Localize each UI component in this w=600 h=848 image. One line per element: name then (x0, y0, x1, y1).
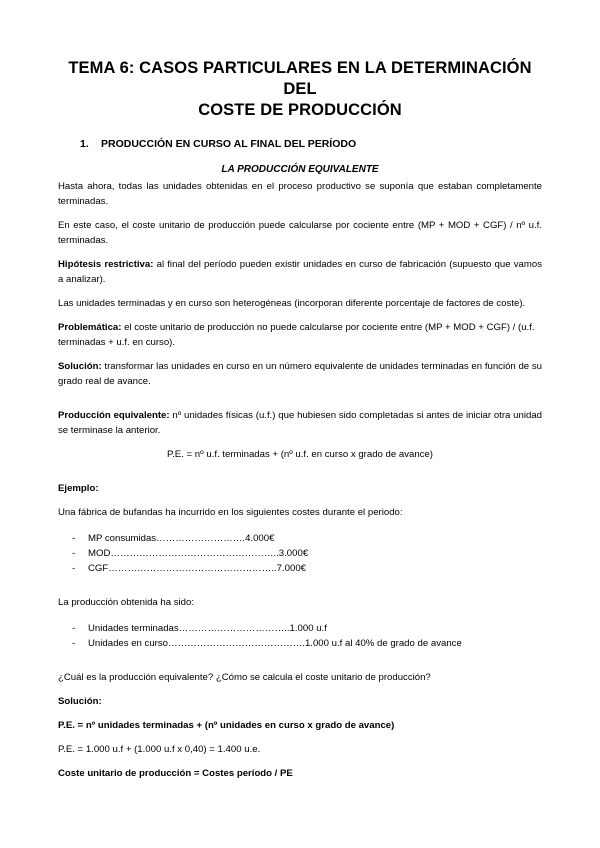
paragraph-hypothesis (58, 257, 542, 287)
cost-list (72, 531, 542, 576)
dash-bullet: - (72, 533, 76, 544)
cost-item-text: MOD……………………………………………..3.000€ (88, 548, 309, 559)
list-item (72, 546, 542, 561)
example-heading (58, 481, 542, 496)
cost-item-text: CGF……………………………………………..7.000€ (88, 563, 307, 574)
problem-text: el coste unitario de producción no puede calcularse por cociente entre (MP + MOD + CGF) / (u.f. terminadas + u.f. en curso). (58, 322, 535, 348)
example-intro: Una fábrica de bufandas ha incurrido en los siguientes costes durante el periodo: (58, 507, 403, 518)
dash-bullet: - (72, 548, 76, 559)
paragraph-solution (58, 359, 542, 389)
list-item (72, 531, 542, 546)
list-item (72, 621, 542, 636)
unit-cost-formula (58, 766, 542, 781)
solution-heading-label: Solución: (58, 696, 102, 707)
equivalent-production-label: Producción equivalente: (58, 410, 170, 421)
list-item (72, 636, 542, 651)
example-label: Ejemplo: (58, 483, 99, 494)
paragraph-equivalent-production (58, 408, 542, 438)
solution-calculation: P.E. = 1.000 u.f + (1.000 u.f x 0,40) = 1.400 u.e. (58, 744, 261, 755)
solution-formula-text: P.E. = nº unidades terminadas + (nº unidades en curso x grado de avance) (58, 720, 395, 731)
paragraph-case: En este caso, el coste unitario de producción puede calcularse por cociente entre (MP + MOD + CGF) / nº u.f. terminadas. (58, 220, 542, 246)
production-item-text: Unidades en curso…………………………………….1.000 u.f al 40% de grado de avance (88, 638, 462, 649)
solution-label: Solución: (58, 361, 102, 372)
dash-bullet: - (72, 623, 76, 634)
dash-bullet: - (72, 563, 76, 574)
paragraph-problem (58, 320, 542, 350)
problem-label: Problemática: (58, 322, 122, 333)
list-item (72, 561, 542, 576)
subsection-title: LA PRODUCCIÓN EQUIVALENTE (221, 164, 379, 175)
solution-formula (58, 718, 542, 733)
title-line-2: COSTE DE PRODUCCIÓN (198, 101, 402, 119)
section-heading (80, 138, 542, 150)
production-intro: La producción obtenida ha sido: (58, 597, 195, 608)
solution-heading (58, 694, 542, 709)
hypothesis-text: al final del período pueden existir unidades en curso de fabricación (supuesto que vamos a analizar). (58, 259, 542, 285)
hypothesis-label: Hipótesis restrictiva: (58, 259, 154, 270)
paragraph-heterogeneous: Las unidades terminadas y en curso son heterogéneas (incorporan diferente porcentaje de factores de coste). (58, 298, 526, 309)
example-question: ¿Cuál es la producción equivalente? ¿Cómo se calcula el coste unitario de producción? (58, 672, 431, 683)
section-number: 1. (80, 138, 89, 150)
dash-bullet: - (72, 638, 76, 649)
paragraph-intro: Hasta ahora, todas las unidades obtenidas en el proceso productivo se suponía que estaban completamente terminadas. (58, 181, 542, 207)
solution-text: transformar las unidades en curso en un número equivalente de unidades terminadas en función de su grado real de avance. (58, 361, 542, 387)
page-title (58, 58, 542, 121)
title-line-1: TEMA 6: CASOS PARTICULARES EN LA DETERMINACIÓN DEL (68, 59, 532, 98)
equivalent-production-text: nº unidades físicas (u.f.) que hubiesen sido completadas si antes de iniciar otra unidad se terminase la anterior. (58, 410, 542, 436)
section-title: PRODUCCIÓN EN CURSO AL FINAL DEL PERÍODO (101, 138, 357, 150)
cost-item-text: MP consumidas……………………….4.000€ (88, 533, 275, 544)
production-list (72, 621, 542, 651)
unit-cost-formula-text: Coste unitario de producción = Costes período / PE (58, 768, 293, 779)
equivalent-production-formula: P.E. = nº u.f. terminadas + (nº u.f. en curso x grado de avance) (166, 449, 433, 460)
production-item-text: Unidades terminadas……………………………..1.000 u.f (88, 623, 327, 634)
